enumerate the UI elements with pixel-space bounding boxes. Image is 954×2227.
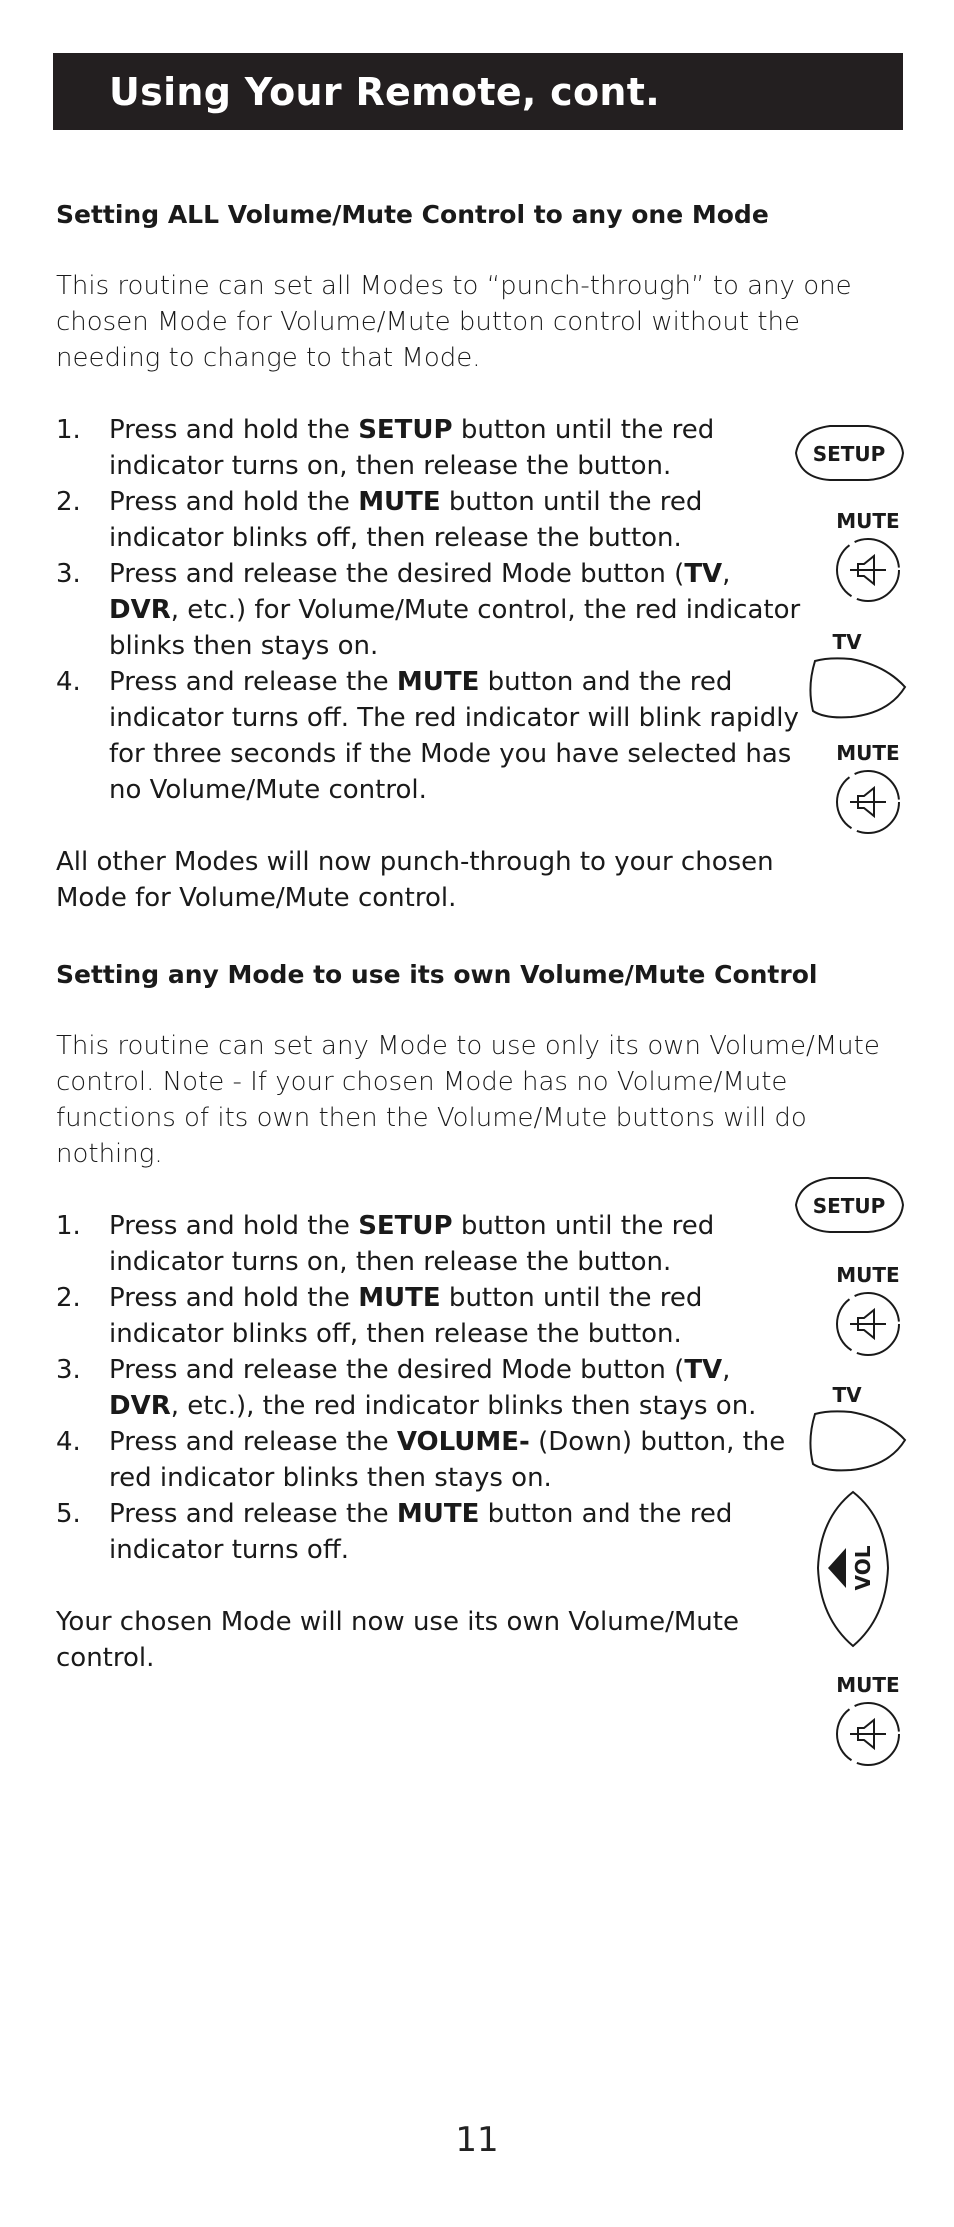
setup-button-icon [790,1172,908,1238]
mute-button-icon [828,508,908,604]
page-title: Using Your Remote, cont. [109,69,660,114]
volume-button-icon [812,1488,894,1650]
svg-text:MUTE: MUTE [836,741,900,765]
section-heading: Setting ALL Volume/Mute Control to any one Mode [56,200,769,229]
step-item: 1. Press and hold the SETUP button until the red indicator turns on, then release the button. [56,1211,715,1277]
svg-text:VOL: VOL [851,1545,875,1591]
section-intro: This routine can set any Mode to use only its own Volume/Mute control. Note - If your chosen Mode has no Volume/Mute functions of its own then the Volume/Mute buttons will do nothing. [56,1031,880,1169]
mute-button-icon [828,1262,908,1358]
step-item: 3. Press and release the desired Mode button (TV, DVR, etc.), the red indicator blinks then stays on. [56,1355,757,1421]
svg-text:TV: TV [832,630,862,654]
step-list [56,412,906,808]
step-item: 3. Press and release the desired Mode button (TV, DVR, etc.) for Volume/Mute control, the red indicator blinks then stays on. [56,559,801,661]
svg-text:MUTE: MUTE [836,1263,900,1287]
step-item: 2. Press and hold the MUTE button until the red indicator blinks off, then release the button. [56,1283,703,1349]
step-list [56,1208,906,1568]
section-intro: This routine can set all Modes to “punch-through” to any one chosen Mode for Volume/Mute button control without the needing to change to that Mode. [56,271,852,373]
mute-button-icon [828,740,908,836]
mute-button-icon [828,1672,908,1768]
page-header [53,53,903,130]
setup-button-icon [790,420,908,486]
tv-button-icon [805,1378,909,1474]
step-item: 5. Press and release the MUTE button and the red indicator turns off. [56,1499,733,1565]
svg-text:SETUP: SETUP [812,1194,886,1218]
section-closing: All other Modes will now punch-through to your chosen Mode for Volume/Mute control. [56,847,774,913]
step-item: 1. Press and hold the SETUP button until the red indicator turns on, then release the button. [56,415,715,481]
section-heading: Setting any Mode to use its own Volume/Mute Control [56,960,818,989]
svg-text:TV: TV [832,1383,862,1407]
step-item: 4. Press and release the VOLUME- (Down) button, the red indicator blinks then stays on. [56,1427,786,1493]
step-item: 4. Press and release the MUTE button and the red indicator turns off. The red indicator will blink rapidly for three seconds if the Mode you have selected has no Volume/Mute control. [56,667,799,805]
svg-text:SETUP: SETUP [812,442,886,466]
svg-text:MUTE: MUTE [836,1673,900,1697]
section-closing: Your chosen Mode will now use its own Volume/Mute control. [56,1607,739,1673]
section-own-volume-mute [56,958,906,1676]
section-all-volume-mute [56,198,906,916]
step-item: 2. Press and hold the MUTE button until the red indicator blinks off, then release the button. [56,487,703,553]
tv-button-icon [805,625,909,721]
svg-text:MUTE: MUTE [836,509,900,533]
page-number: 11 [455,2120,499,2160]
